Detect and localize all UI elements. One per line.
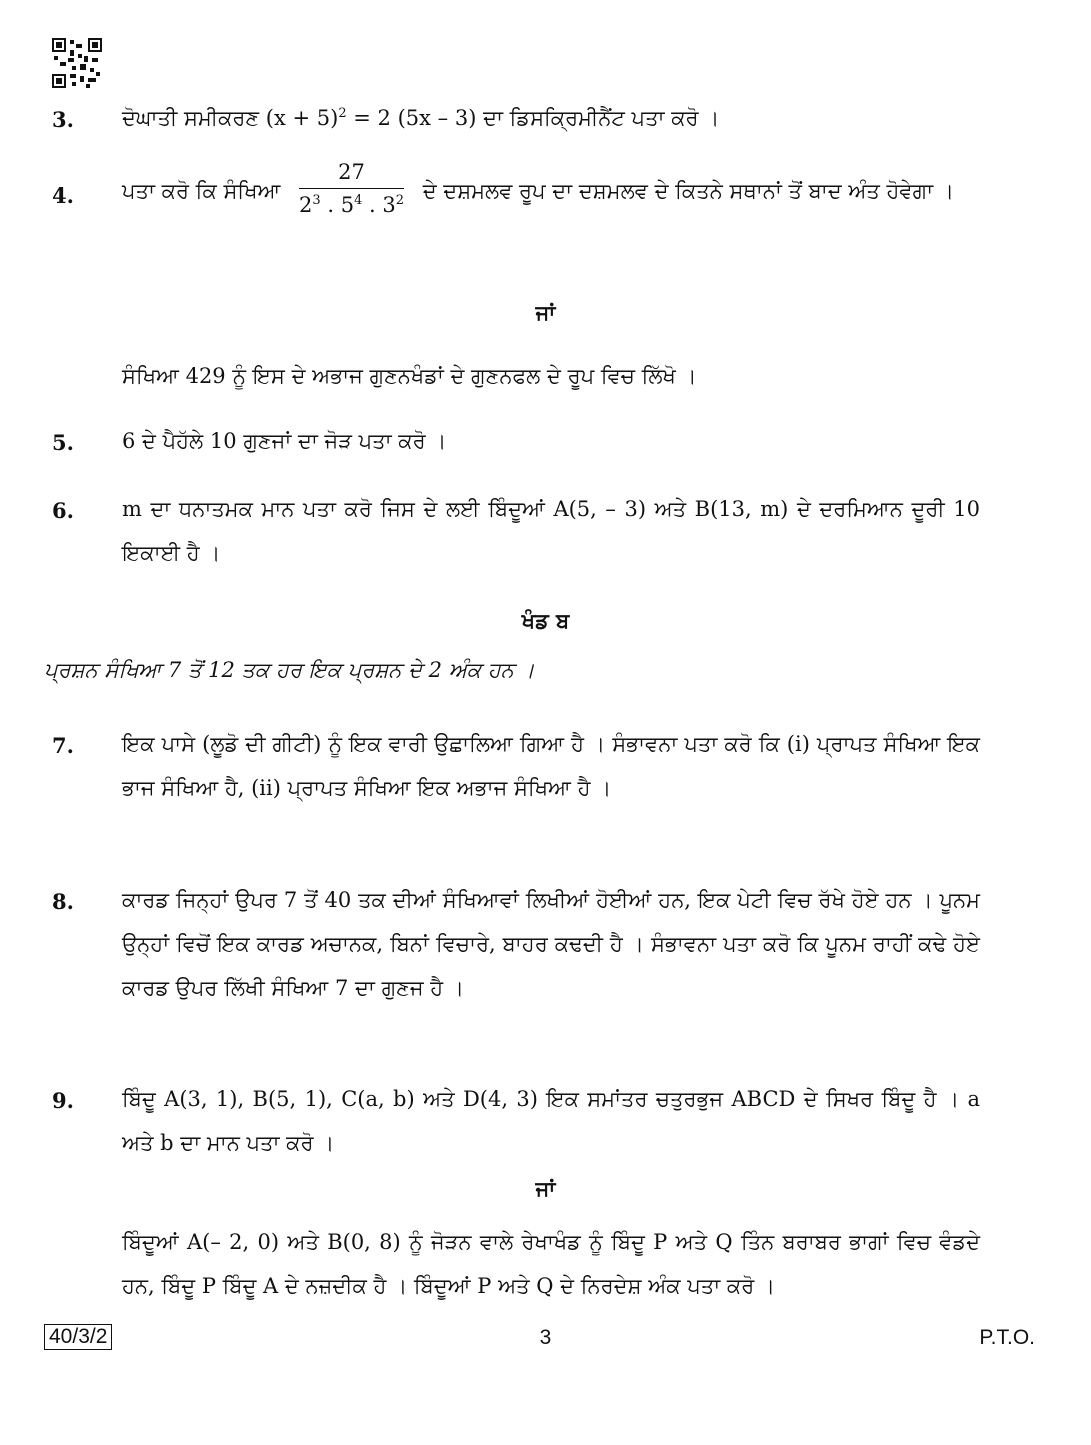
question-3-text <box>122 96 980 140</box>
fraction <box>299 156 404 221</box>
or-separator: ਜਾਂ <box>535 300 556 325</box>
question-6-text: m ਦਾ ਧਨਾਤਮਕ ਮਾਨ ਪਤਾ ਕਰੋ ਜਿਸ ਦੇ ਲਈ ਬਿੰਦੂਆਂ A(5, – 3) ਅਤੇ B(13, m) ਦੇ ਦਰਮਿਆਨ ਦੂਰੀ 10 ਇਕਾਈ ਹੈ । <box>122 497 980 565</box>
denominator-part: 2 <box>299 193 313 217</box>
pto-label: P.T.O. <box>979 1326 1035 1349</box>
question-number: 9. <box>52 1088 74 1113</box>
denominator-exponent: 2 <box>395 193 405 208</box>
question-4-text <box>122 160 980 225</box>
question-number: 8. <box>52 889 74 914</box>
question-8-text: ਕਾਰਡ ਜਿਨ੍ਹਾਂ ਉਪਰ 7 ਤੋਂ 40 ਤਕ ਦੀਆਂ ਸੰਖਿਆਵਾਂ ਲਿਖੀਆਂ ਹੋਈਆਂ ਹਨ, ਇਕ ਪੇਟੀ ਵਿਚ ਰੱਖੇ ਹੋਏ ਹਨ । ਪੂਨਮ ਉਨ੍ਹਾਂ ਵਿਚੋਂ ਇਕ ਕਾਰਡ ਅਚਾਨਕ, ਬਿਨਾਂ ਵਿਚਾਰੇ, ਬਾਹਰ ਕਢਦੀ ਹੈ । ਸੰਭਾਵਨਾ ਪਤਾ ਕਰੋ ਕਿ ਪੂਨਮ ਰਾਹੀਂ ਕਢੇ ਹੋਏ ਕਾਰਡ ਉਪਰ ਲਿੱਖੀ ਸੰਖਿਆ 7 ਦਾ ਗੁਣਜ ਹੈ । <box>122 888 980 1000</box>
question-number: 7. <box>52 733 74 758</box>
q3-exponent: 2 <box>338 106 347 121</box>
paper-code: 40/3/2 <box>44 1324 112 1350</box>
section-instruction: ਪ੍ਰਸ਼ਨ ਸੰਖਿਆ 7 ਤੋਂ 12 ਤਕ ਹਰ ਇਕ ਪ੍ਰਸ਼ਨ ਦੇ 2 ਅੰਕ ਹਨ । <box>44 658 535 682</box>
q4-text-part2: ਦੇ ਦਸ਼ਮਲਵ ਰੂਪ ਦਾ ਦਸ਼ਮਲਵ ਦੇ ਕਿਤਨੇ ਸਥਾਨਾਂ ਤੋਂ ਬਾਦ ਅੰਤ ਹੋਵੇਗਾ । <box>422 179 955 203</box>
denominator-exponent: 3 <box>312 193 321 208</box>
question-4-alternative: ਸੰਖਿਆ 429 ਨੂੰ ਇਸ ਦੇ ਅਭਾਜ ਗੁਣਨਖੰਡਾਂ ਦੇ ਗੁਣਨਫਲ ਦੇ ਰੂਪ ਵਿਚ ਲਿੱਖੋ । <box>122 364 697 388</box>
question-9-text: ਬਿੰਦੂ A(3, 1), B(5, 1), C(a, b) ਅਤੇ D(4, 3) ਇਕ ਸਮਾਂਤਰ ਚਤੁਰਭੁਜ ABCD ਦੇ ਸਿਖਰ ਬਿੰਦੂ ਹੈ । a ਅਤੇ b ਦਾ ਮਾਨ ਪਤਾ ਕਰੋ । <box>122 1087 980 1155</box>
q4-text-part1: ਪਤਾ ਕਰੋ ਕਿ ਸੰਖਿਆ <box>122 179 281 203</box>
or-separator: ਜਾਂ <box>535 1176 556 1201</box>
denominator-part: . 3 <box>362 193 396 217</box>
question-number: 3. <box>52 107 74 132</box>
q3-text-part1: ਦੋਘਾਤੀ ਸਮੀਕਰਣ (x + 5) <box>122 106 339 130</box>
section-heading: ਖੰਡ ਬ <box>521 608 570 633</box>
question-number: 6. <box>52 498 74 523</box>
denominator-part: . 5 <box>320 193 355 217</box>
fraction-numerator: 27 <box>299 156 404 189</box>
question-number: 5. <box>52 430 74 455</box>
question-7-text: ਇਕ ਪਾਸੇ (ਲੂਡੋ ਦੀ ਗੀਟੀ) ਨੂੰ ਇਕ ਵਾਰੀ ਉਛਾਲਿਆ ਗਿਆ ਹੈ । ਸੰਭਾਵਨਾ ਪਤਾ ਕਰੋ ਕਿ (i) ਪ੍ਰਾਪਤ ਸੰਖਿਆ ਇਕ ਭਾਜ ਸੰਖਿਆ ਹੈ, (ii) ਪ੍ਰਾਪਤ ਸੰਖਿਆ ਇਕ ਅਭਾਜ ਸੰਖਿਆ ਹੈ । <box>122 732 980 800</box>
question-number: 4. <box>52 183 74 208</box>
denominator-exponent: 4 <box>354 193 363 208</box>
qr-code <box>52 38 102 88</box>
page-number: 3 <box>539 1326 552 1349</box>
fraction-denominator <box>299 189 404 221</box>
question-5-text: 6 ਦੇ ਪੈਹੱਲੇ 10 ਗੁਣਜਾਂ ਦਾ ਜੋੜ ਪਤਾ ਕਰੋ । <box>122 429 447 453</box>
q3-text-part2: = 2 (5x – 3) ਦਾ ਡਿਸਕ੍ਰਿਮੀਨੈਂਟ ਪਤਾ ਕਰੋ । <box>346 106 720 130</box>
question-9-alternative: ਬਿੰਦੂਆਂ A(– 2, 0) ਅਤੇ B(0, 8) ਨੂੰ ਜੋੜਨ ਵਾਲੇ ਰੇਖਾਖੰਡ ਨੂੰ ਬਿੰਦੂ P ਅਤੇ Q ਤਿੰਨ ਬਰਾਬਰ ਭਾਗਾਂ ਵਿਚ ਵੰਡਦੇ ਹਨ, ਬਿੰਦੂ P ਬਿੰਦੂ A ਦੇ ਨਜ਼ਦੀਕ ਹੈ । ਬਿੰਦੂਆਂ P ਅਤੇ Q ਦੇ ਨਿਰਦੇਸ਼ ਅੰਕ ਪਤਾ ਕਰੋ । <box>122 1230 980 1298</box>
